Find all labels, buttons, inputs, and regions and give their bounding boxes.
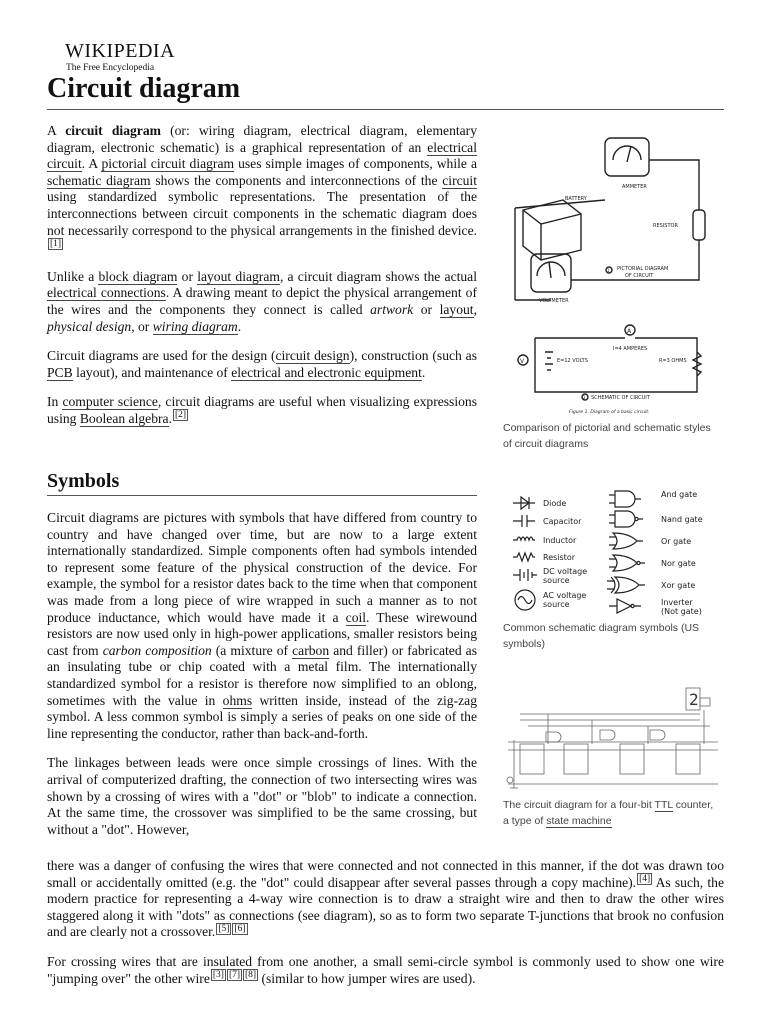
term-circuit-diagram: circuit diagram <box>65 123 161 138</box>
figure-1-caption: Comparison of pictorial and schematic styles of circuit diagrams <box>503 422 711 450</box>
link-electrical-connections[interactable]: electrical connections <box>47 285 166 301</box>
section-heading-symbols: Symbols <box>47 470 120 492</box>
capacitor-symbol <box>513 515 535 527</box>
link-circuit-design[interactable]: circuit design <box>275 348 350 364</box>
flip-flop-1 <box>520 744 544 774</box>
amperes-label: I=4 AMPERES <box>613 346 648 352</box>
label-xor-gate: Xor gate <box>661 581 696 590</box>
reference-5[interactable]: [5] <box>218 923 230 934</box>
symbols-figure[interactable] <box>505 485 720 620</box>
reference-8[interactable]: [8] <box>245 970 257 981</box>
symbols-paragraph-3: For crossing wires that are insulated from one another, a small semi-circle symbol is commonly used to show one wire "jumping over" the other wire [3] [7] [8] (similar to how jumper wires are used). <box>47 953 724 986</box>
pictorial-label: PICTORIAL DIAGRAM <box>617 266 669 272</box>
intro-paragraph-3: Circuit diagrams are used for the design (circuit design), construction (such as PCB layout), and maintenance of electrical and electronic equipment. <box>47 348 477 380</box>
voltmeter-label: VOLTMETER <box>539 298 569 304</box>
svg-text:V: V <box>520 358 525 365</box>
link-layout[interactable]: layout <box>439 301 474 317</box>
volts-label: E=12 VOLTS <box>557 358 588 364</box>
link-ohms[interactable]: ohms <box>222 692 253 708</box>
schematic-label: SCHEMATIC OF CIRCUIT <box>591 395 650 401</box>
link-block-diagram[interactable]: block diagram <box>98 268 178 284</box>
link-layout-diagram[interactable]: layout diagram <box>197 268 280 284</box>
figure-number-2: 2 <box>583 395 586 400</box>
dc-source-symbol <box>513 569 537 581</box>
resistor-label: RESISTOR <box>653 223 678 229</box>
label-and-gate: And gate <box>661 490 698 499</box>
reference-6[interactable]: [6] <box>234 923 246 934</box>
ammeter-label: AMMETER <box>622 184 647 190</box>
link-pictorial-circuit-diagram[interactable]: pictorial circuit diagram <box>101 156 235 172</box>
label-dc-source: source <box>543 576 570 585</box>
flip-flop-4 <box>676 744 700 774</box>
link-electrical-circuit[interactable]: electrical circuit <box>47 139 477 172</box>
resistor-icon <box>693 210 705 240</box>
intro-section <box>47 123 477 441</box>
label-dc-voltage: DC voltage <box>543 567 588 576</box>
link-boolean-algebra[interactable]: Boolean algebra <box>79 410 169 426</box>
flip-flop-2 <box>564 744 588 774</box>
link-carbon[interactable]: carbon <box>292 642 330 658</box>
resistor-zigzag-symbol <box>513 553 535 561</box>
display-digit: 2 <box>689 690 699 709</box>
label-nand-gate: Nand gate <box>661 515 703 524</box>
logic-gates <box>546 730 665 742</box>
reference-2[interactable]: [2] <box>174 410 187 421</box>
battery-label: BATTERY <box>565 196 587 202</box>
title-divider <box>47 109 724 110</box>
symbols-section <box>47 510 477 838</box>
link-circuit[interactable]: circuit <box>442 172 477 188</box>
svg-text:A: A <box>627 328 632 335</box>
symbols-fullwidth <box>47 858 724 1000</box>
reference-3[interactable]: [3] <box>212 970 224 981</box>
link-schematic-diagram[interactable]: schematic diagram <box>47 172 151 188</box>
reference-7[interactable]: [7] <box>228 970 241 981</box>
link-electrical-equipment[interactable]: electrical and electronic equipment <box>231 364 422 380</box>
link-pcb[interactable]: PCB <box>47 364 73 380</box>
diode-symbol <box>513 497 535 509</box>
link-state-machine[interactable]: state machine <box>546 815 612 827</box>
pictorial-schematic-figure[interactable] <box>505 130 715 420</box>
reference-4[interactable]: [4] <box>639 874 651 885</box>
label-inductor: Inductor <box>543 536 577 545</box>
label-ac-source: source <box>543 600 570 609</box>
figure-number-1: 1 <box>607 268 610 273</box>
page-title: Circuit diagram <box>47 73 241 104</box>
intro-paragraph-2: Unlike a block diagram or layout diagram, a circuit diagram shows the actual electrical connections. A drawing meant to depict the physical arrangement of the wires and the components they connect is called artwork or layout, physical design, or wiring diagram. <box>47 268 477 334</box>
label-resistor: Resistor <box>543 553 575 562</box>
inductor-symbol <box>513 537 535 540</box>
reference-1[interactable]: [1] <box>50 238 62 249</box>
or-gate-symbol <box>609 533 643 549</box>
symbols-paragraph-2-end: there was a danger of confusing the wires that were connected and not connected in this manner, if the dot was drawn too small or accidentally omitted (e.g. the "dot" could disappear after several passes through a copy machine). [4] As such, the modern practice for representing a 4-way wire connection is to draw a straight wire and then to draw the other wires staggered along it with "dots" as connections (see diagram), so as to form two separate T-junctions that brook no confusion and are clearly not a crossover. [5] [6] <box>47 858 724 940</box>
gate-symbols <box>607 491 645 613</box>
link-coil[interactable]: coil <box>345 609 367 625</box>
xor-gate-symbol <box>607 577 645 593</box>
label-not-gate: (Not gate) <box>661 607 702 616</box>
wikipedia-logo[interactable] <box>65 40 175 74</box>
symbols-paragraph-2-start: The linkages between leads were once simple crossings of lines. With the arrival of computerized drafting, the connection of two intersecting wires was shown by a crossing of wires with a "dot" or "blob" to indicate a connection. At the same time, the crossover was simplified to be the same crossing, but without a "dot". However, <box>47 755 477 837</box>
and-gate-symbol <box>609 491 641 507</box>
site-name: WIKIPEDIA <box>65 40 176 62</box>
ttl-counter-figure[interactable] <box>500 684 725 796</box>
figure-2-caption: Common schematic diagram symbols (US symbols) <box>503 622 700 650</box>
battery-icon <box>523 200 581 260</box>
battery-symbol <box>545 352 553 370</box>
ohms-label: R=3 OHMS <box>659 358 687 364</box>
flip-flop-3 <box>620 744 644 774</box>
label-nor-gate: Nor gate <box>661 559 696 568</box>
link-wiring-diagram[interactable]: wiring diagram <box>152 318 238 334</box>
link-computer-science[interactable]: computer science <box>62 394 158 410</box>
label-or-gate: Or gate <box>661 537 692 546</box>
label-capacitor: Capacitor <box>543 517 582 526</box>
ammeter-icon <box>605 138 649 176</box>
figure-3-caption: The circuit diagram for a four-bit TTL counter, a type of state machine <box>503 799 714 827</box>
label-ac-voltage: AC voltage <box>543 591 587 600</box>
section-divider <box>47 495 477 496</box>
site-tagline: The Free Encyclopedia <box>66 63 155 73</box>
link-ttl[interactable]: TTL <box>654 799 673 811</box>
of-circuit-label: OF CIRCUIT <box>625 273 654 279</box>
label-inverter: Inverter <box>661 598 693 607</box>
intro-paragraph-4: In computer science, circuit diagrams are useful when visualizing expressions using Boolean algebra. [2] <box>47 394 478 426</box>
figure-note: Figure 1. Diagram of a basic circuit. <box>569 410 650 415</box>
symbols-paragraph-1: Circuit diagrams are pictures with symbols that have differed from country to country and have changed over time, but are now to a large extent internationally standardized. Simple components often had symbols intended to represent some feature of the physical construction of the device. For example, the symbol for a resistor dates back to the time when that component was made from a long piece of wire wrapped in such a manner as to not produce inductance, which would have made it a coil. These wirewound resistors are now used only in high-power applications, smaller resistors being cast from carbon composition (a mixture of carbon and filler) or fabricated as an insulating tube or chip coated with a metal film. The internationally standardized symbol for a resistor is therefore now simplified to an oblong, sometimes with the value in ohms written inside, instead of the zig-zag symbol. A less common symbol is simply a series of peaks on one side of the line representing the conductor, rather than back-and-forth. <box>47 510 478 741</box>
inverter-symbol <box>609 599 641 613</box>
intro-paragraph-1: A circuit diagram (or: wiring diagram, electrical diagram, elementary diagram, electronic schematic) is a graphical representation of an electrical circuit. A pictorial circuit diagram uses simple images of components, while a schematic diagram shows the components and interconnections of the circuit using standardized symbolic representations. The presentation of the interconnections between circuit components in the schematic diagram does not necessarily correspond to the physical arrangements in the finished device.[1] <box>47 123 477 249</box>
label-diode: Diode <box>543 499 567 508</box>
